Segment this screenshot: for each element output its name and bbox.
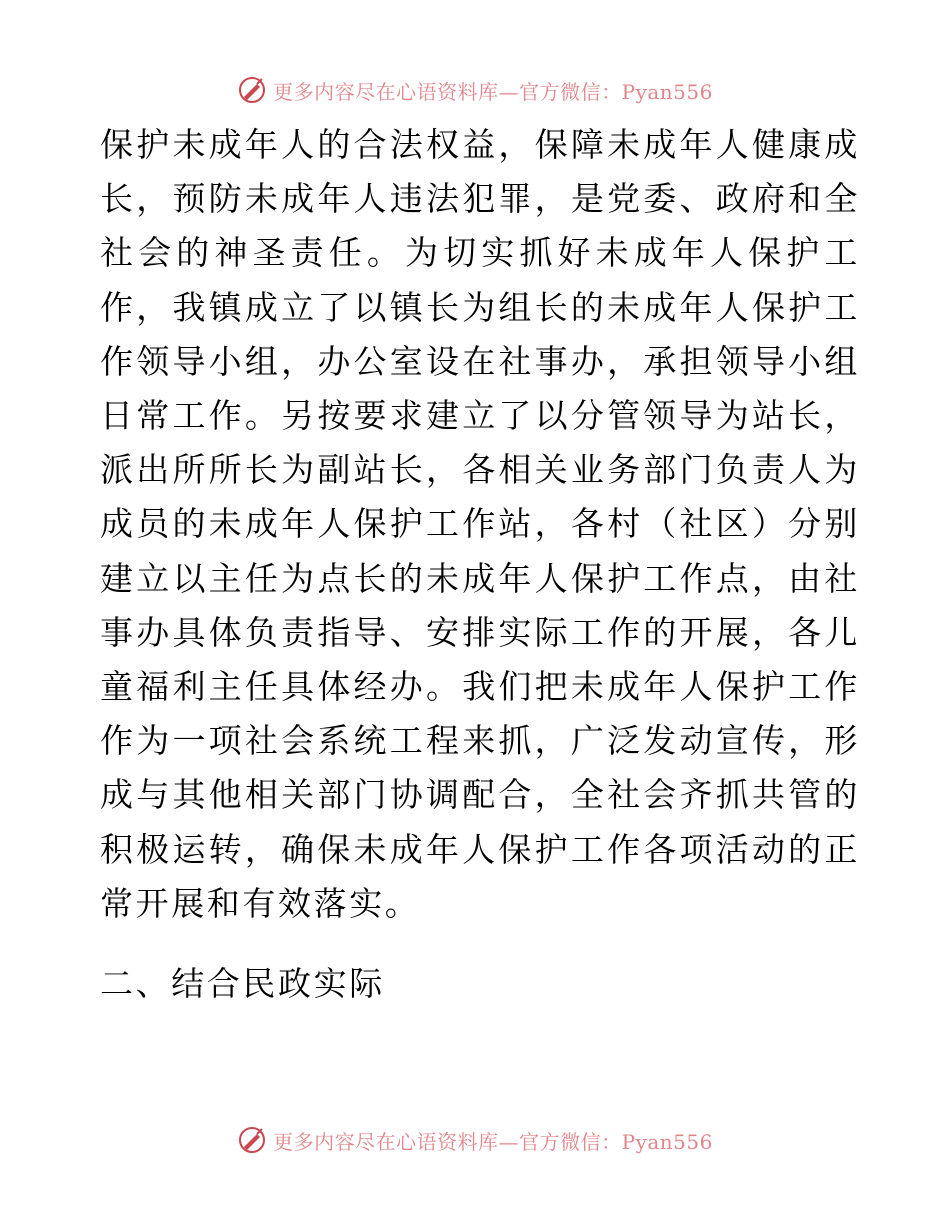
document-body (100, 118, 860, 1011)
watermark-text: 更多内容尽在心语资料库—官方微信：Pyan556 (273, 1129, 713, 1154)
footer-watermark (0, 1122, 950, 1158)
header-watermark (0, 72, 950, 108)
body-paragraph: 保护未成年人的合法权益，保障未成年人健康成长，预防未成年人违法犯罪，是党委、政府和全社会的神圣责任。为切实抓好未成年人保护工作，我镇成立了以镇长为组长的未成年人保护工作领导小组，办公室设在社事办，承担领导小组日常工作。另按要求建立了以分管领导为站长，派出所所长为副站长，各相关业务部门负责人为成员的未成年人保护工作站，各村（社区）分别建立以主任为点长的未成年人保护工作点，由社事办具体负责指导、安排实际工作的开展，各儿童福利主任具体经办。我们把未成年人保护工作作为一项社会系统工程来抓，广泛发动宣传，形成与其他相关部门协调配合，全社会齐抓共管的积极运转，确保未成年人保护工作各项活动的正常开展和有效落实。 (100, 125, 860, 923)
watermark-text: 更多内容尽在心语资料库—官方微信：Pyan556 (273, 79, 713, 104)
section-heading: 二、结合民政实际 (100, 964, 385, 1004)
quill-pen-seal-icon (237, 1125, 267, 1155)
quill-pen-seal-icon (237, 75, 267, 105)
